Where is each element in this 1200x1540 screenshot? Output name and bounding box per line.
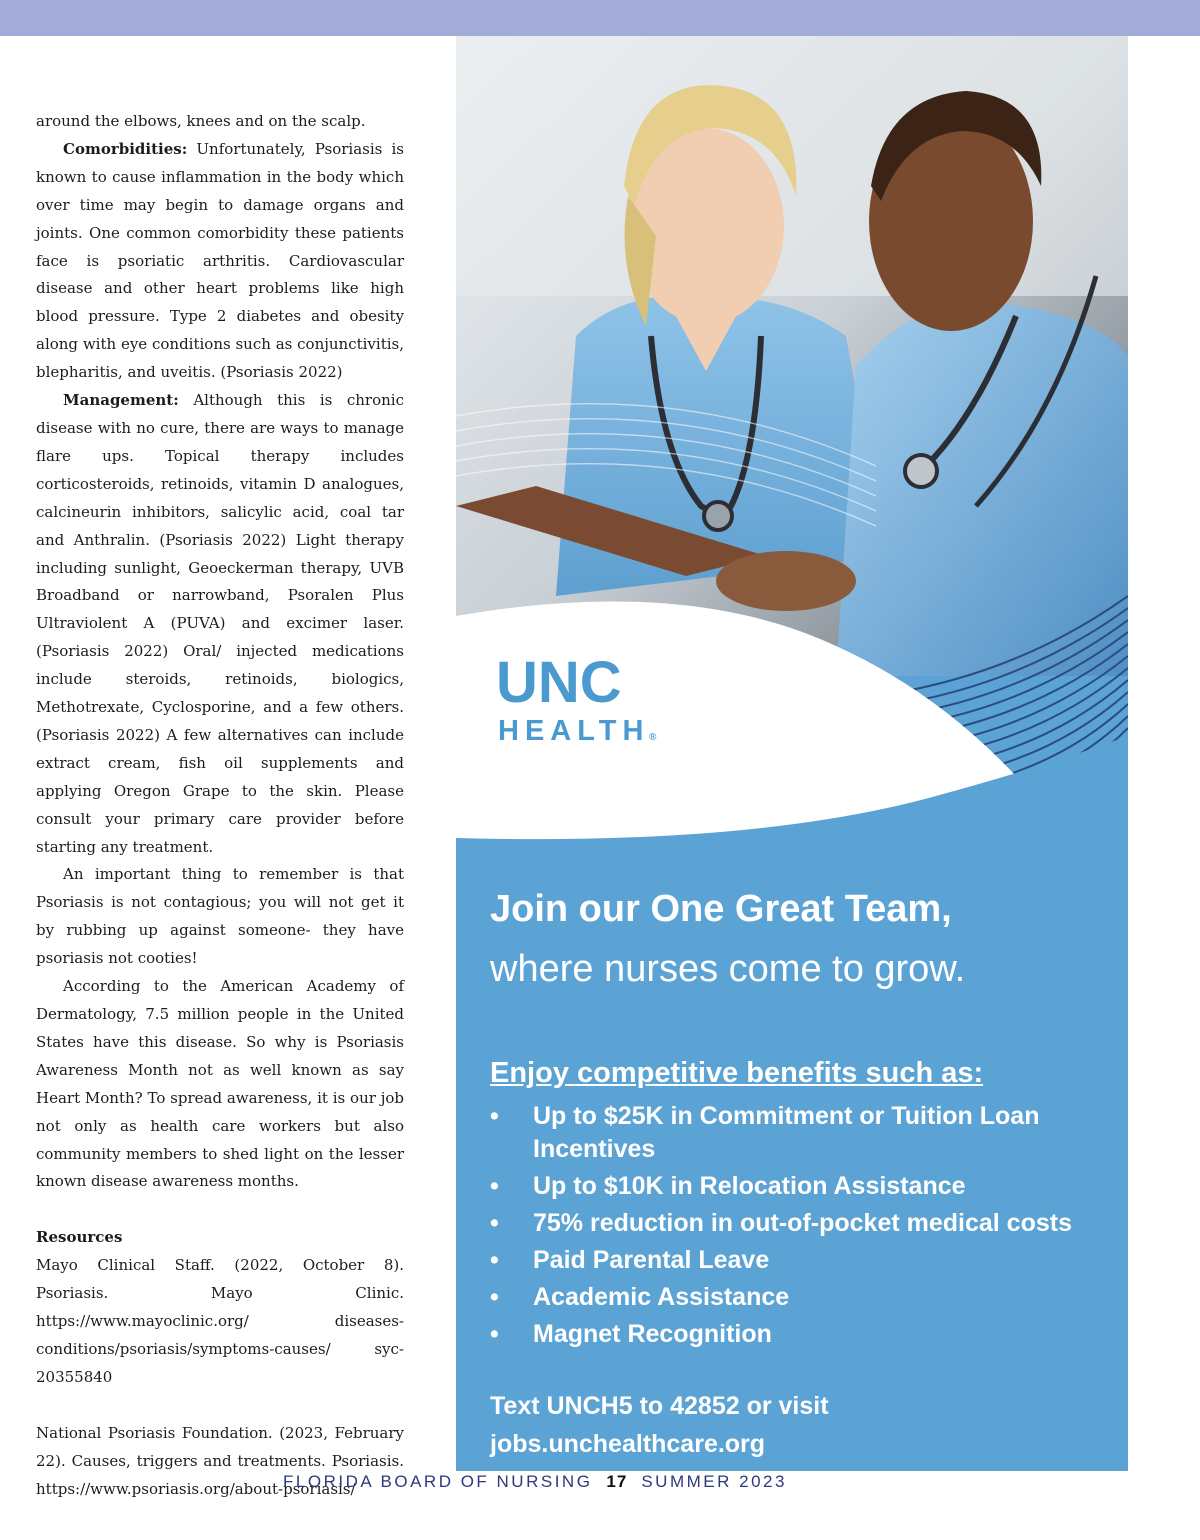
ad-subhead: where nurses come to grow. (490, 948, 966, 990)
bullet-icon: • (490, 1246, 499, 1274)
call-to-action: Text UNCH5 to 42852 or visit jobs.unchealthcare.org (490, 1392, 829, 1458)
article-paragraph-awareness: According to the American Academy of Dermatology, 7.5 million people in the United States have this disease. So why is Psoriasis Awareness Month not as well known as say Heart Month? To spread awareness, it is our job not only as health care workers but also community members to shed light on the lesser known disease awareness months. (36, 977, 404, 1191)
comorbidities-label: Comorbidities: (63, 139, 188, 158)
jobs-url-link[interactable]: jobs.unchealthcare.org (490, 1430, 766, 1458)
benefit-item: • Up to $10K in Relocation Assistance (490, 1170, 1110, 1203)
benefit-item: • 75% reduction in out-of-pocket medical costs (490, 1207, 1110, 1240)
ad-copy (490, 881, 1110, 1463)
article-paragraph-contagious: An important thing to remember is that Psoriasis is not contagious; you will not get it by rubbing up against someone- they have psoriasis not cooties! (36, 865, 404, 968)
bullet-icon: • (490, 1102, 499, 1130)
benefit-item: • Paid Parental Leave (490, 1244, 1110, 1277)
benefits-heading: Enjoy competitive benefits such as: (490, 1057, 984, 1089)
logo-registered-mark: ® (649, 732, 657, 743)
reference-mayo: Mayo Clinical Staff. (2022, October 8). Psoriasis. Mayo Clinic. https://www.mayoclinic.org/ diseases-conditions/psoriasis/symptoms-causes/ syc-20355840 (36, 1256, 404, 1386)
management-text: Although this is chronic disease with no cure, there are ways to manage flare ups. Topical therapy includes corticosteroids, retinoids, vitamin D analogues, calcineurin inhibitors, salicylic acid, coal tar and Anthralin. (Psoriasis 2022) Light therapy including sunlight, Geoeckerman therapy, UVB Broadband or narrowband, Psoralen Plus Ultraviolent A (PUVA) and excimer laser. (Psoriasis 2022) Oral/ injected medications include steroids, retinoids, biologics, Methotrexate, Cyclosporine, and a few others. (Psoriasis 2022) A few alternatives can include extract cream, fish oil supplements and applying Oregon Grape to the skin. Please consult your primary care provider before starting any treatment. (36, 391, 404, 856)
unc-health-logo (496, 654, 676, 749)
benefit-item: • Academic Assistance (490, 1281, 1110, 1314)
bullet-icon: • (490, 1209, 499, 1237)
reference-npf: National Psoriasis Foundation. (2023, February 22). Causes, triggers and treatments. Psoriasis. https://www.psoriasis.org/about-psoriasis/ (36, 1423, 404, 1498)
benefit-item: • Up to $25K in Commitment or Tuition Loan Incentives (490, 1102, 1040, 1163)
page-footer (0, 1472, 1070, 1492)
ad-headline: Join our One Great Team, (490, 888, 952, 930)
logo-wordmark-health: HEALTH (498, 715, 650, 747)
management-label: Management: (63, 391, 179, 410)
bullet-icon: • (490, 1320, 499, 1348)
benefits-list (490, 1100, 1110, 1351)
article-paragraph-comorbidities (36, 136, 404, 387)
article-paragraph-management (36, 387, 404, 861)
article-column (36, 108, 404, 1504)
resources-heading: Resources (36, 1228, 123, 1247)
comorbidities-text: Unfortunately, Psoriasis is known to cause inflammation in the body which over time may begin to damage organs and joints. One common comorbidity these patients face is psoriatic arthritis. Cardiovascular disease and other heart problems like high blood pressure. Type 2 diabetes and obesity along with eye conditions such as conjunctivitis, blepharitis, and uveitis. (Psoriasis 2022) (36, 139, 404, 382)
page-number: 17 (606, 1472, 628, 1491)
bullet-icon: • (490, 1283, 499, 1311)
footer-issue: SUMMER 2023 (641, 1472, 787, 1491)
sms-code: UNCH5 to 42852 (546, 1392, 740, 1420)
top-color-band (0, 0, 1200, 36)
benefit-item: • Magnet Recognition (490, 1318, 1110, 1351)
logo-wordmark-unc: UNC (496, 654, 622, 715)
unc-health-ad (456, 36, 1128, 1471)
footer-publication: FLORIDA BOARD OF NURSING (283, 1472, 593, 1491)
bullet-icon: • (490, 1172, 499, 1200)
article-paragraph-intro: around the elbows, knees and on the scalp. (36, 112, 366, 130)
